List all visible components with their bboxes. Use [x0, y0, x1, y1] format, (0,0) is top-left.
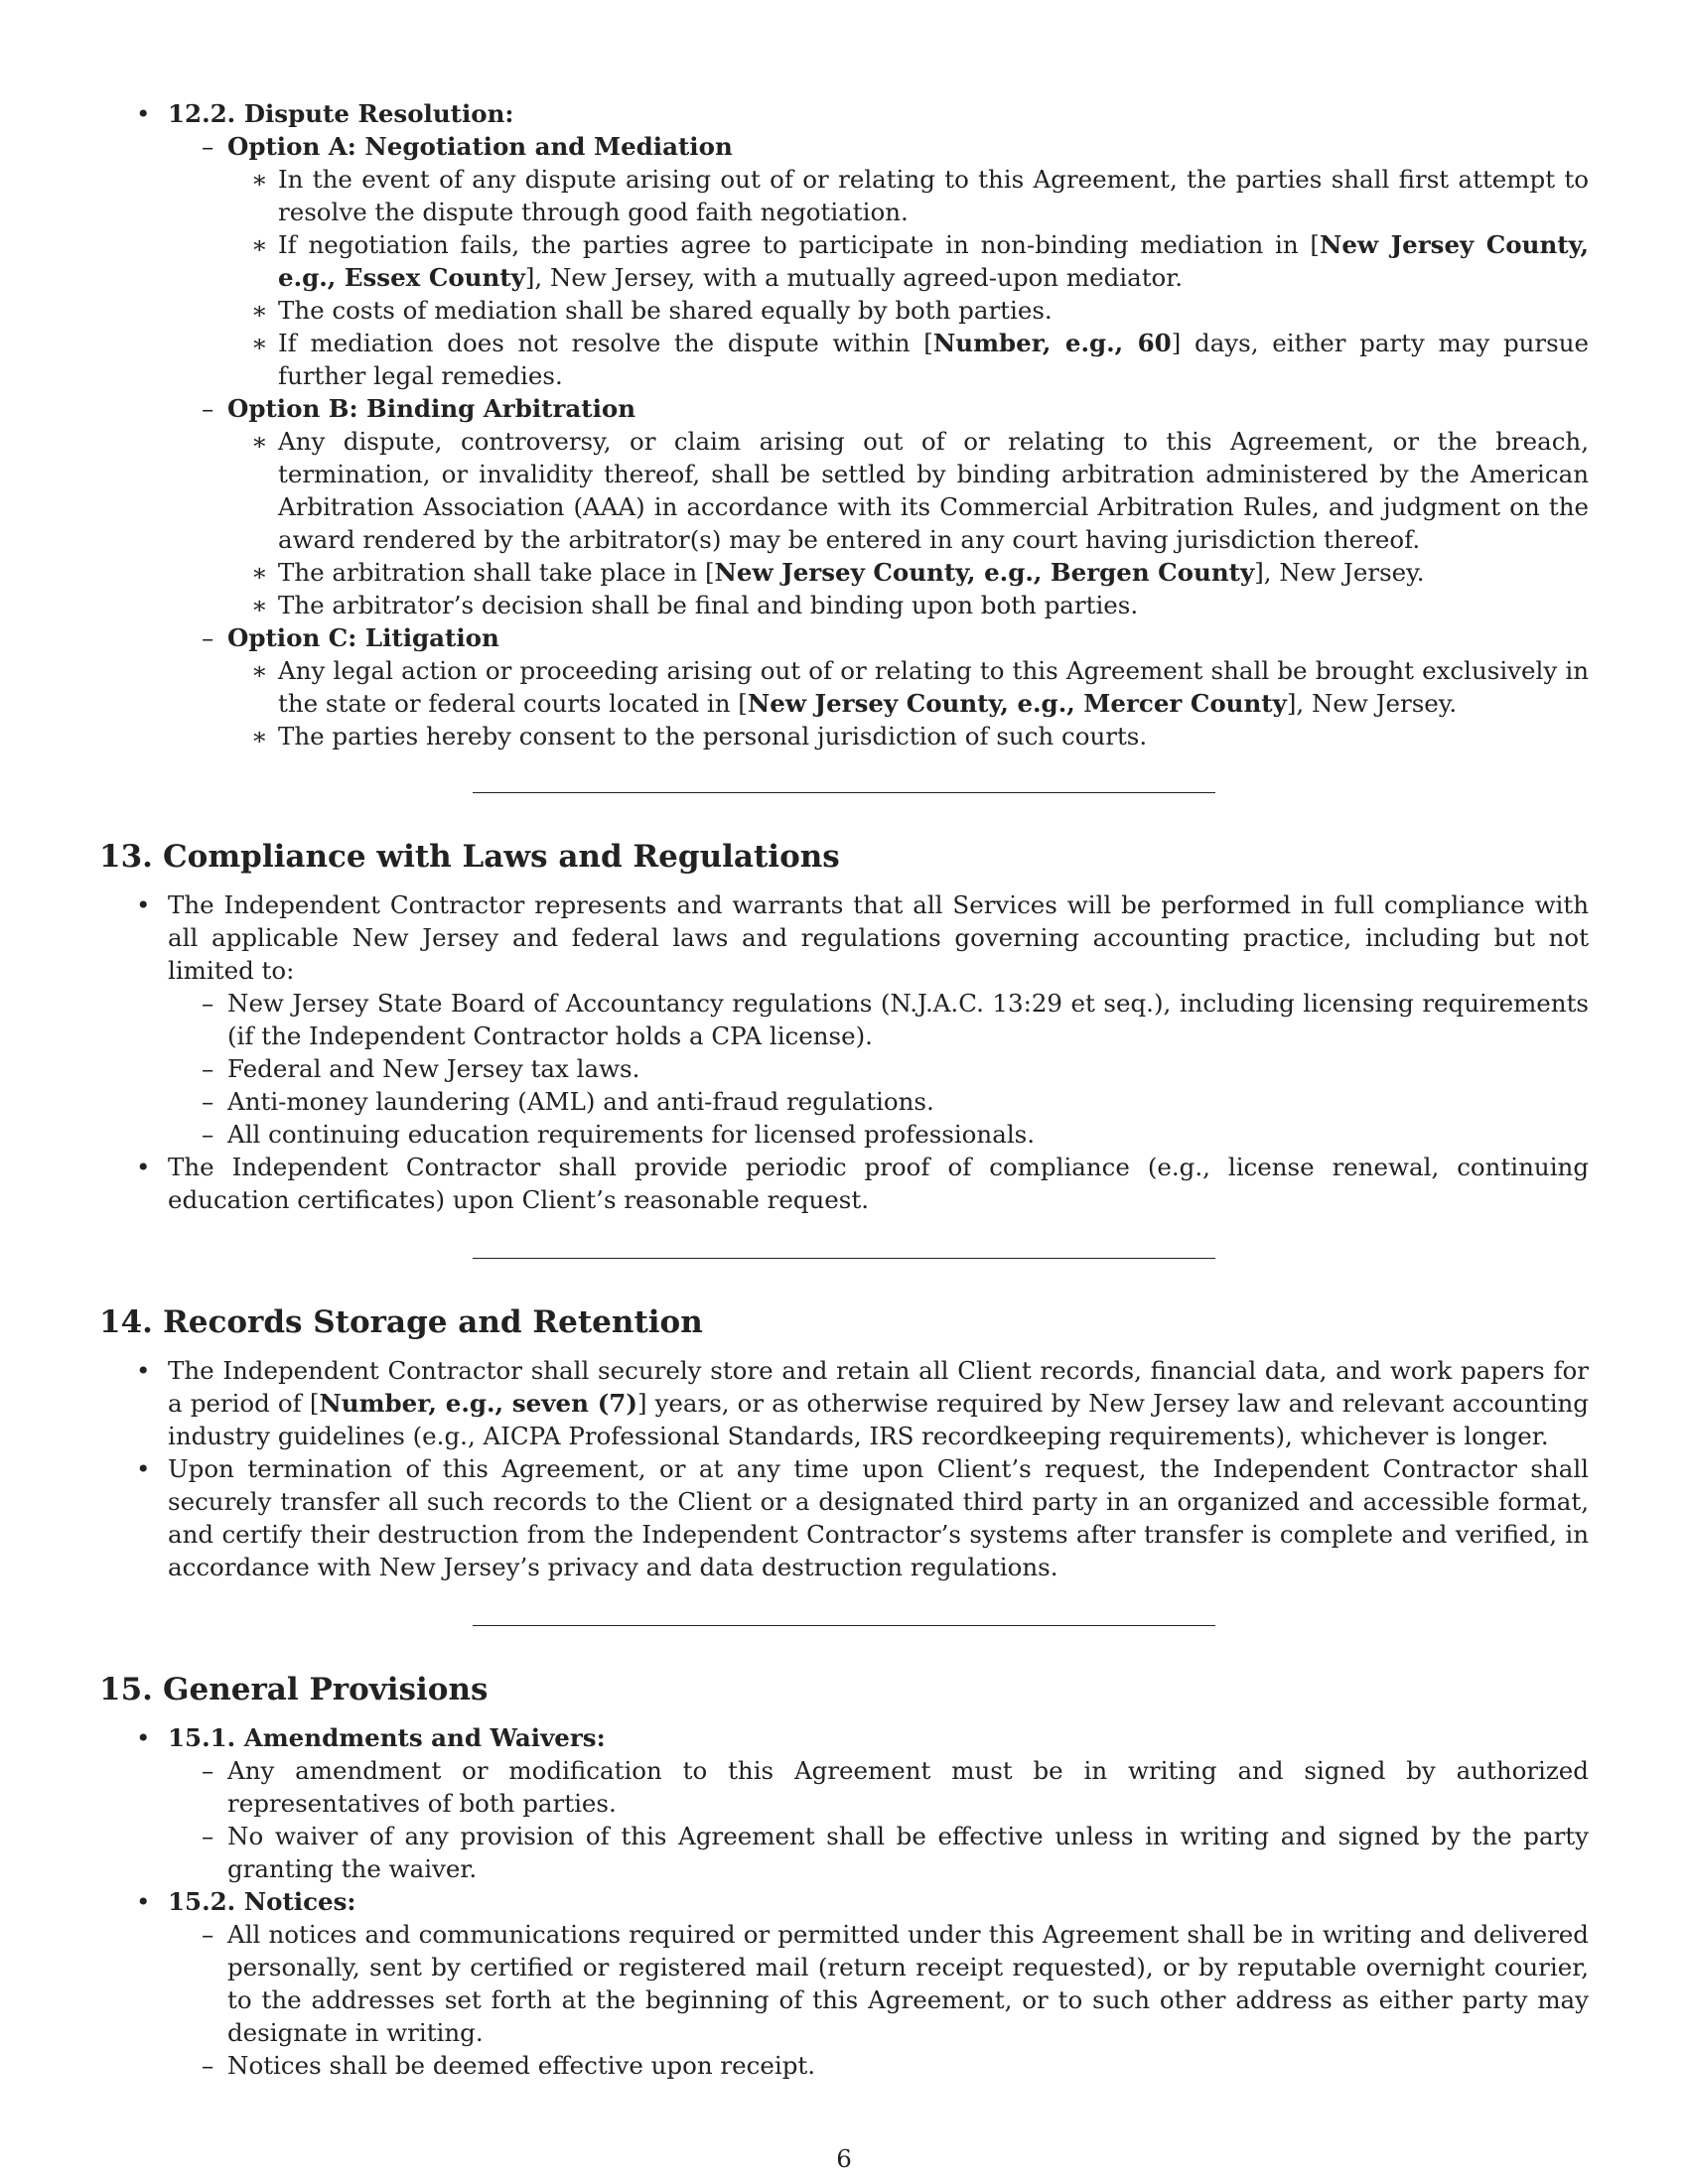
- option-b-item-1: ∗ Any dispute, controversy, or claim arising out of or relating to this Agreement, or the breach, termination, or invalidity thereof, shall be settled by binding arbitration administered by the American Arbitration Association (AAA) in accordance with its Commercial Arbitration Rules, and judgment on the award rendered by the arbitrator(s) may be entered in any court having jurisdiction thereof.: [227, 425, 1589, 556]
- option-a-item: [168, 130, 1589, 392]
- option-b-item-2: ∗ The arbitration shall take place in [New Jersey County, e.g., Bergen County], New Jersey.: [227, 556, 1589, 589]
- option-a-title: Option A: Negotiation and Mediation: [227, 132, 733, 161]
- section-13-heading: 13. Compliance with Laws and Regulations: [99, 839, 840, 875]
- page-content: [99, 97, 1589, 2082]
- section-divider: [473, 1258, 1215, 1259]
- section-15-heading: 15. General Provisions: [99, 1672, 489, 1707]
- section-15-2-dash-2: – Notices shall be deemed effective upon receipt.: [168, 2049, 1589, 2082]
- section-12-2-heading: 12.2. Dispute Resolution:: [168, 99, 514, 128]
- section-14-heading: 14. Records Storage and Retention: [99, 1304, 703, 1340]
- option-a-item-4: ∗ If mediation does not resolve the dispute within [Number, e.g., 60] days, either party may pursue further legal remedies.: [227, 327, 1589, 392]
- section-12-2-item: [99, 97, 1589, 752]
- option-c-item: [168, 621, 1589, 752]
- placeholder-mediation-county: New Jersey County, e.g., Essex County: [278, 230, 1590, 292]
- option-a-item-1: ∗ In the event of any dispute arising out of or relating to this Agreement, the parties shall first attempt to resolve the dispute through good faith negotiation.: [227, 163, 1589, 228]
- option-c-title: Option C: Litigation: [227, 623, 499, 652]
- section-14-list: [99, 1354, 1589, 1583]
- section-13-bullet-1: • The Independent Contractor represents and warrants that all Services will be performed in full compliance with all applicable New Jersey and federal laws and regulations governing accounting practice, including but not limited to: – New Jersey State Board of Accountancy regulations (N.J.A.C. 13:29 et seq.), including licensing requirements (if the Independent Contractor holds a CPA license). – Federal and New Jersey tax laws. – Anti-money laundering (AML) and anti-fraud regulations. – All continuing education requirements for licensed professionals.: [99, 888, 1589, 1151]
- option-c-item-1: ∗ Any legal action or proceeding arising out of or relating to this Agreement shall be brought exclusively in the state or federal courts located in [New Jersey County, e.g., Mercer County], New Jersey.: [227, 654, 1589, 720]
- option-a-item-3: ∗ The costs of mediation shall be shared equally by both parties.: [227, 294, 1589, 327]
- option-a-item-2: ∗ If negotiation fails, the parties agree to participate in non-binding mediation in [New Jersey County, e.g., Essex County], New Jersey, with a mutually agreed-upon mediator.: [227, 228, 1589, 294]
- section-15-1-dash-1: – Any amendment or modification to this Agreement must be in writing and signed by authorized representatives of both parties.: [168, 1754, 1589, 1820]
- section-13-dash-3: – Anti-money laundering (AML) and anti-fraud regulations.: [168, 1085, 1589, 1118]
- option-b-item-3: ∗ The arbitrator’s decision shall be final and binding upon both parties.: [227, 589, 1589, 621]
- section-13-dash-2: – Federal and New Jersey tax laws.: [168, 1052, 1589, 1085]
- placeholder-retention-years: Number, e.g., seven (7): [319, 1389, 637, 1418]
- option-b-item: [168, 392, 1589, 621]
- section-15-2-item: [99, 1885, 1589, 2082]
- section-15-1-heading: 15.1. Amendments and Waivers:: [168, 1723, 606, 1752]
- section-14-bullet-1: • The Independent Contractor shall securely store and retain all Client records, financial data, and work papers for a period of [Number, e.g., seven (7)] years, or as otherwise required by New Jersey law and relevant accounting industry guidelines (e.g., AICPA Professional Standards, IRS recordkeeping requirements), whichever is longer.: [99, 1354, 1589, 1452]
- section-13-dash-1: – New Jersey State Board of Accountancy regulations (N.J.A.C. 13:29 et seq.), including licensing requirements (if the Independent Contractor holds a CPA license).: [168, 987, 1589, 1052]
- section-15-1-dash-2: – No waiver of any provision of this Agreement shall be effective unless in writing and signed by the party granting the waiver.: [168, 1820, 1589, 1885]
- placeholder-mediation-days: Number, e.g., 60: [932, 329, 1172, 357]
- section-divider: [473, 792, 1215, 793]
- placeholder-arbitration-county: New Jersey County, e.g., Bergen County: [714, 558, 1255, 587]
- option-c-item-2: ∗ The parties hereby consent to the personal jurisdiction of such courts.: [227, 720, 1589, 752]
- placeholder-litigation-county: New Jersey County, e.g., Mercer County: [747, 689, 1287, 718]
- section-13-list: [99, 888, 1589, 1216]
- section-15-2-dash-1: – All notices and communications required or permitted under this Agreement shall be in writing and delivered personally, sent by certified or registered mail (return receipt requested), or by reputable overnight courier, to the addresses set forth at the beginning of this Agreement, or to such other address as either party may designate in writing.: [168, 1918, 1589, 2049]
- section-13-dash-4: – All continuing education requirements for licensed professionals.: [168, 1118, 1589, 1151]
- section-15-list: [99, 1721, 1589, 2082]
- section-14-bullet-2: • Upon termination of this Agreement, or at any time upon Client’s request, the Independent Contractor shall securely transfer all such records to the Client or a designated third party in an organized and accessible format, and certify their destruction from the Independent Contractor’s systems after transfer is complete and verified, in accordance with New Jersey’s privacy and data destruction regulations.: [99, 1452, 1589, 1583]
- page-number: 6: [836, 2144, 852, 2173]
- section-divider: [473, 1625, 1215, 1626]
- option-b-title: Option B: Binding Arbitration: [227, 394, 636, 423]
- section-15-2-heading: 15.2. Notices:: [168, 1887, 356, 1916]
- section-13-bullet-2: • The Independent Contractor shall provide periodic proof of compliance (e.g., license renewal, continuing education certificates) upon Client’s reasonable request.: [99, 1151, 1589, 1216]
- section-15-1-item: [99, 1721, 1589, 1885]
